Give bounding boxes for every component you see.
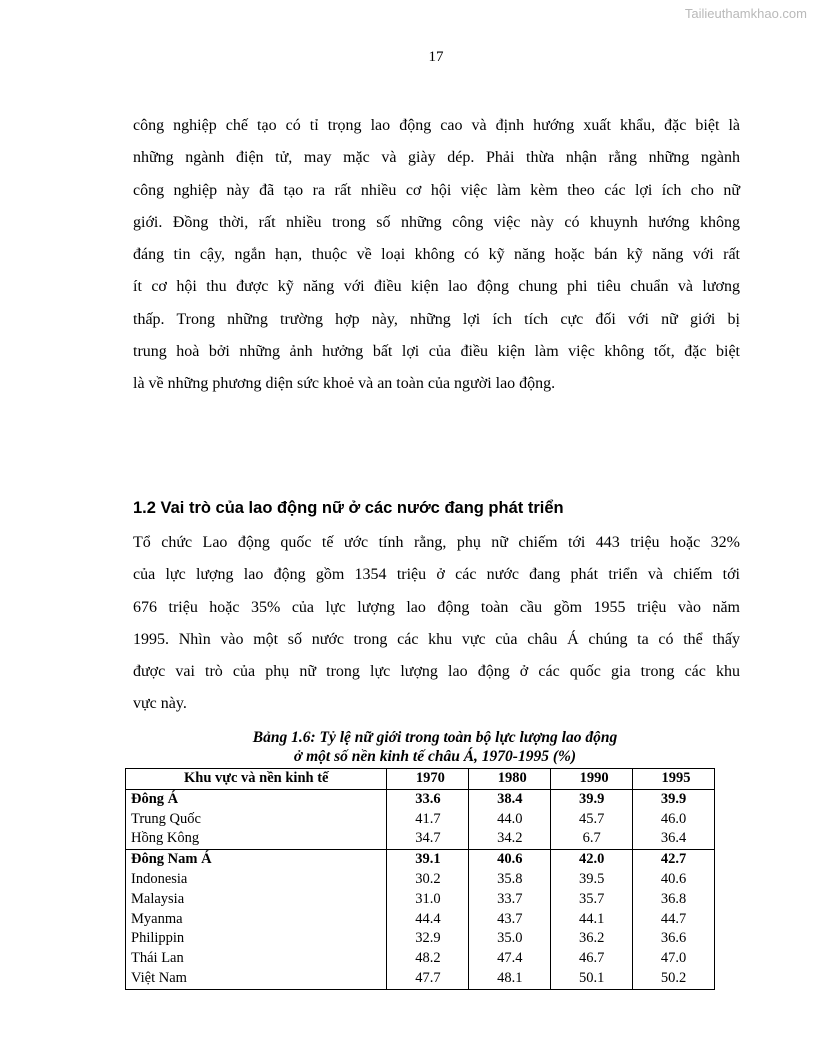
value-cell-1970: 44.4	[387, 910, 469, 930]
value-cell-1970: 33.6	[387, 789, 469, 809]
table-row	[126, 969, 715, 989]
value-cell-1970: 39.1	[387, 850, 469, 870]
region-name-cell: Malaysia	[126, 890, 387, 910]
value-cell-1990: 6.7	[551, 829, 633, 849]
paragraph-1-line: là về những phương diện sức khoẻ và an toàn của người lao động.	[133, 375, 556, 393]
value-cell-1995: 44.7	[633, 910, 715, 930]
value-cell-1980: 43.7	[469, 910, 551, 930]
value-cell-1980: 40.6	[469, 850, 551, 870]
value-cell-1970: 31.0	[387, 890, 469, 910]
region-name-cell: Thái Lan	[126, 949, 387, 969]
value-cell-1990: 35.7	[551, 890, 633, 910]
value-cell-1980: 33.7	[469, 890, 551, 910]
region-name-cell: Đông Á	[126, 789, 387, 809]
value-cell-1995: 36.4	[633, 829, 715, 849]
paragraph-1-line: những ngành điện tử, may mặc và giày dép. Phải thừa nhận rằng những ngành	[133, 149, 740, 167]
table-row	[126, 890, 715, 910]
labor-force-table	[125, 768, 715, 990]
region-name-cell: Myanma	[126, 910, 387, 930]
value-cell-1970: 48.2	[387, 949, 469, 969]
paragraph-2-line: Tổ chức Lao động quốc tế ước tính rằng, phụ nữ chiếm tới 443 triệu hoặc 32%	[133, 534, 740, 551]
value-cell-1980: 48.1	[469, 969, 551, 989]
region-name-cell: Việt Nam	[126, 969, 387, 989]
body-paragraph-1	[133, 110, 740, 401]
header-1995: 1995	[633, 769, 715, 790]
value-cell-1970: 32.9	[387, 929, 469, 949]
header-1990: 1990	[551, 769, 633, 790]
value-cell-1995: 36.8	[633, 890, 715, 910]
table-row	[126, 829, 715, 849]
value-cell-1990: 39.9	[551, 789, 633, 809]
header-region: Khu vực và nền kinh tế	[126, 769, 387, 790]
value-cell-1980: 34.2	[469, 829, 551, 849]
value-cell-1970: 41.7	[387, 810, 469, 830]
table-row	[126, 870, 715, 890]
paragraph-1-line: giới. Đồng thời, rất nhiều trong số những công việc này có khuynh hướng không	[133, 213, 740, 231]
value-cell-1995: 46.0	[633, 810, 715, 830]
value-cell-1990: 50.1	[551, 969, 633, 989]
table-row	[126, 810, 715, 830]
table-row	[126, 949, 715, 969]
paragraph-1-line: đáng tin cậy, ngắn hạn, thuộc về loại không có kỹ năng hoặc bán kỹ năng với rất	[133, 246, 740, 264]
table-caption-line-2: ở một số nền kinh tế châu Á, 1970-1995 (%)	[293, 748, 577, 765]
table-row	[126, 910, 715, 930]
value-cell-1970: 47.7	[387, 969, 469, 989]
value-cell-1995: 40.6	[633, 870, 715, 890]
paragraph-1-line: công nghiệp chế tạo có tỉ trọng lao động cao và định hướng xuất khẩu, đặc biệt là	[133, 117, 740, 134]
value-cell-1980: 35.0	[469, 929, 551, 949]
paragraph-1-line: công nghiệp này đã tạo ra rất nhiều cơ hội việc làm kèm theo các lợi ích cho nữ	[133, 181, 740, 199]
watermark: Tailieuthamkhao.com	[684, 6, 807, 21]
value-cell-1990: 42.0	[551, 850, 633, 870]
table-row	[126, 789, 715, 809]
body-paragraph-2	[133, 527, 740, 721]
value-cell-1980: 47.4	[469, 949, 551, 969]
value-cell-1970: 34.7	[387, 829, 469, 849]
value-cell-1995: 47.0	[633, 949, 715, 969]
page-number: 17	[428, 49, 444, 65]
region-name-cell: Philippin	[126, 929, 387, 949]
value-cell-1995: 39.9	[633, 789, 715, 809]
value-cell-1995: 36.6	[633, 929, 715, 949]
paragraph-1-line: ít cơ hội thu được kỹ năng với điều kiện lao động chung phi tiêu chuẩn và lương	[133, 278, 740, 296]
paragraph-2-line: 676 triệu hoặc 35% của lực lượng lao động toàn cầu gồm 1955 triệu vào năm	[133, 598, 740, 616]
paragraph-2-line: vực này.	[133, 695, 187, 713]
region-name-cell: Hồng Kông	[126, 829, 387, 849]
value-cell-1980: 35.8	[469, 870, 551, 890]
table-caption-line-1: Bảng 1.6: Tỷ lệ nữ giới trong toàn bộ lực lượng lao động	[252, 729, 618, 746]
region-name-cell: Trung Quốc	[126, 810, 387, 830]
paragraph-1-line: trung hoà bởi những ảnh hưởng bất lợi của điều kiện làm việc không tốt, đặc biệt	[133, 343, 740, 361]
region-name-cell: Đông Nam Á	[126, 850, 387, 870]
value-cell-1990: 44.1	[551, 910, 633, 930]
table-row	[126, 929, 715, 949]
value-cell-1980: 44.0	[469, 810, 551, 830]
value-cell-1990: 46.7	[551, 949, 633, 969]
paragraph-1-line: thấp. Trong những trường hợp này, những lợi ích tích cực đối với nữ giới bị	[133, 310, 740, 328]
value-cell-1995: 42.7	[633, 850, 715, 870]
value-cell-1990: 45.7	[551, 810, 633, 830]
value-cell-1970: 30.2	[387, 870, 469, 890]
value-cell-1990: 39.5	[551, 870, 633, 890]
paragraph-2-line: được vai trò của phụ nữ trong lực lượng lao động ở các quốc gia trong các khu	[133, 663, 740, 681]
table-row	[126, 850, 715, 870]
region-name-cell: Indonesia	[126, 870, 387, 890]
value-cell-1980: 38.4	[469, 789, 551, 809]
table-header-row	[126, 769, 715, 790]
paragraph-2-line: của lực lượng lao động gồm 1354 triệu ở các nước đang phát triển và chiếm tới	[133, 566, 740, 584]
paragraph-2-line: 1995. Nhìn vào một số nước trong các khu vực của châu Á chúng ta có thể thấy	[133, 630, 740, 648]
value-cell-1990: 36.2	[551, 929, 633, 949]
header-1970: 1970	[387, 769, 469, 790]
table-caption	[125, 728, 745, 767]
section-heading: 1.2 Vai trò của lao động nữ ở các nước đang phát triển	[133, 499, 564, 517]
value-cell-1995: 50.2	[633, 969, 715, 989]
header-1980: 1980	[469, 769, 551, 790]
